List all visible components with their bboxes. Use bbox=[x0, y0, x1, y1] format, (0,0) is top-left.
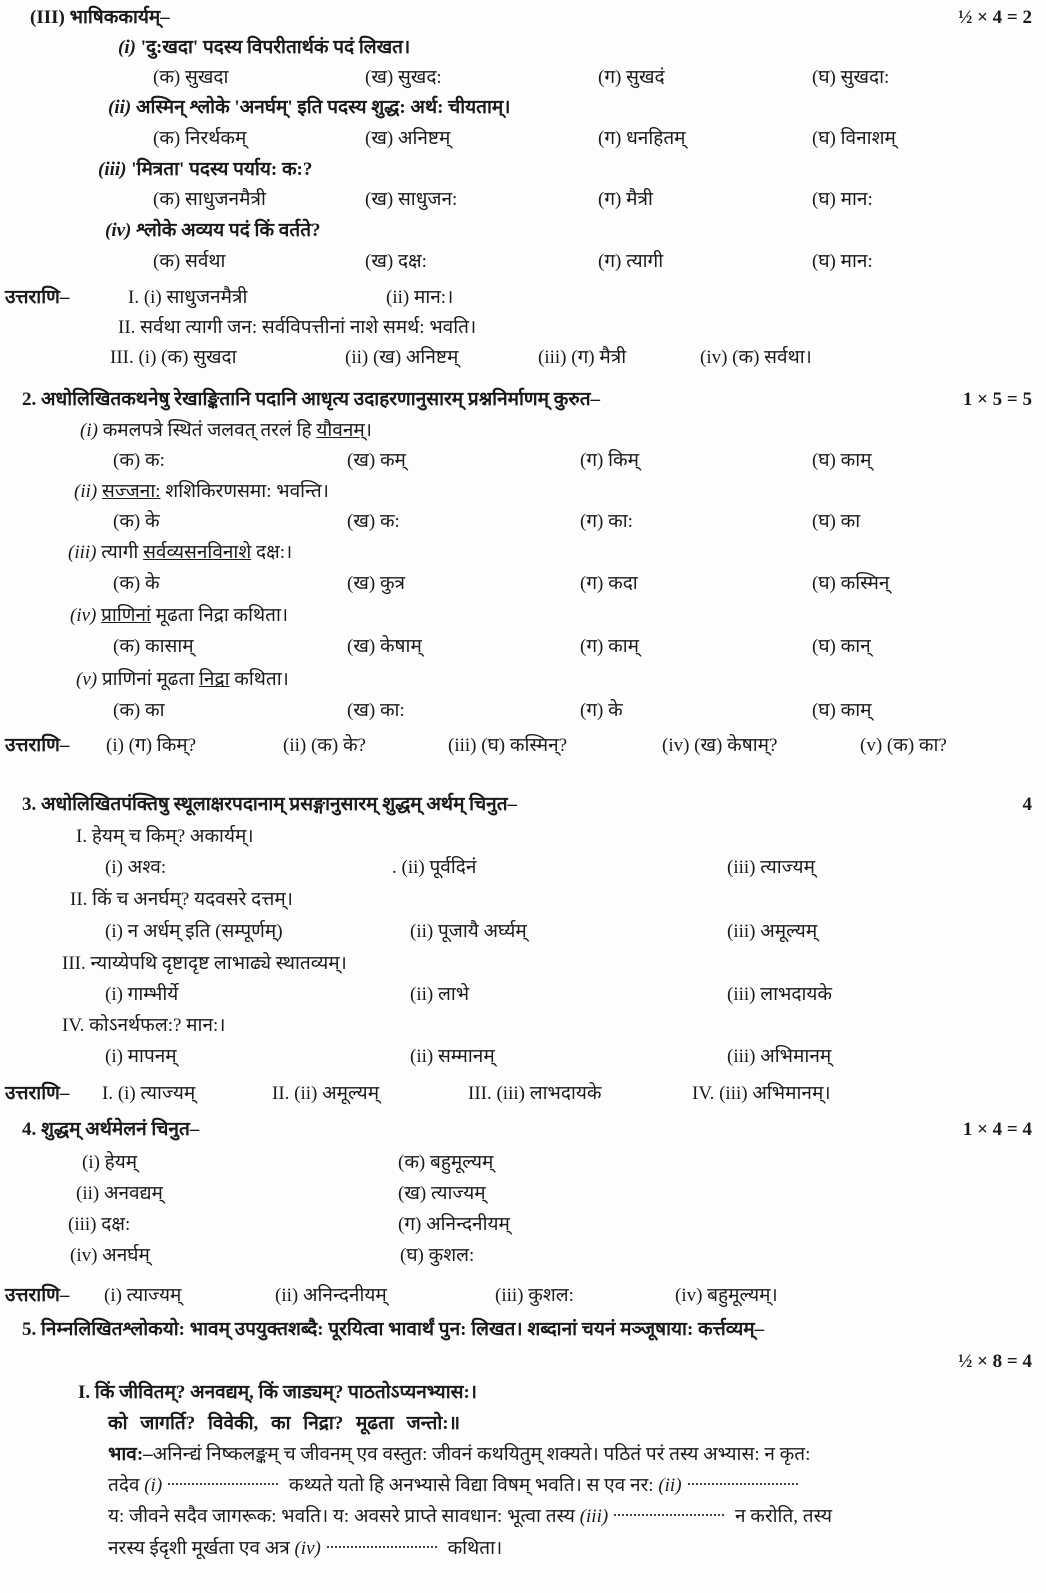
match-right: (ख) त्याज्यम् bbox=[398, 1183, 486, 1204]
bhav-label: भाव:– bbox=[108, 1444, 153, 1465]
option: (ग) कदा bbox=[580, 573, 638, 594]
answer: IV. (iii) अभिमानम्। bbox=[692, 1083, 831, 1104]
option: (क) कासाम् bbox=[113, 636, 194, 657]
question-text: अस्मिन् श्लोके 'अनर्घम्' इति पदस्य शुद्ध: अर्थ: चीयताम्। bbox=[135, 97, 511, 118]
fill-blank[interactable] bbox=[168, 1483, 278, 1485]
match-left: (i) हेयम् bbox=[82, 1152, 138, 1173]
bhav-text: न करोति, तस्य bbox=[734, 1506, 833, 1527]
answer: (ii) (क) के? bbox=[283, 735, 366, 756]
marks: ½ × 4 = 2 bbox=[958, 7, 1032, 28]
question-text: 'मित्रता' पदस्य पर्याय: क:? bbox=[131, 159, 313, 180]
option: (क) क: bbox=[113, 450, 165, 471]
option: (ख) साधुजन: bbox=[365, 189, 458, 210]
answer: (ii) (ख) अनिष्टम् bbox=[345, 347, 459, 368]
question-title: 3. अधोलिखितपंक्तिषु स्थूलाक्षरपदानाम् प्रसङ्गानुसारम् शुद्धम् अर्थम् चिनुत– bbox=[22, 794, 518, 815]
blank-number: (iii) bbox=[579, 1506, 609, 1527]
answer: (i) त्याज्यम् bbox=[104, 1285, 182, 1306]
option: (क) सर्वथा bbox=[153, 251, 226, 272]
section-title: (III) भाषिककार्यम्– bbox=[30, 7, 170, 28]
question-number: III. bbox=[62, 953, 86, 974]
question-text: हेयम् च किम्? अकार्यम्। bbox=[91, 826, 254, 847]
question-title: 2. अधोलिखितकथनेषु रेखाङ्कितानि पदानि आधृत्य उदाहरणानुसारम् प्रश्ननिर्माणम् कुरुत– bbox=[22, 389, 601, 410]
question-text: । bbox=[364, 420, 372, 441]
question bbox=[68, 541, 292, 565]
verse-line: I. किं जीवितम्? अनवद्यम्, किं जाड्यम्? पाठतोऽप्यनभ्यास:। bbox=[78, 1382, 477, 1403]
option: (क) निरर्थकम् bbox=[153, 128, 247, 149]
option: (ग) मैत्री bbox=[598, 189, 653, 210]
bhav-text: य: जीवने सदैव जागरूक: भवति। य: अवसरे प्राप्ते सावधान: भूत्वा तस्य bbox=[108, 1506, 575, 1527]
option: (ख) दक्ष: bbox=[365, 251, 427, 272]
question-number: (iv) bbox=[70, 605, 97, 626]
bhav-text: अनिन्द्यं निष्कलङ्कम् च जीवनम् एव वस्तुत: जीवनं कथयितुम् शक्यते। पठितं परं तस्य अभ्यास: न कृत: bbox=[152, 1444, 811, 1465]
option: (ग) सुखदं bbox=[598, 67, 665, 88]
question-number: (v) bbox=[76, 669, 98, 690]
question-number: (iv) bbox=[105, 220, 132, 241]
question-text: श्लोके अव्यय पदं किं वर्तते? bbox=[136, 220, 321, 241]
question bbox=[62, 1014, 225, 1038]
option: (घ) मान: bbox=[812, 189, 873, 210]
answer: (iii) (ग) मैत्री bbox=[538, 347, 627, 368]
option: (क) का bbox=[113, 700, 165, 721]
question bbox=[118, 36, 410, 60]
question-number: II. bbox=[70, 889, 88, 910]
question-text: कोऽनर्थफल:? मान:। bbox=[89, 1015, 226, 1036]
answers-label: उत्तराणि– bbox=[5, 1285, 70, 1306]
answer: I. (i) त्याज्यम् bbox=[102, 1083, 196, 1104]
fill-blank[interactable] bbox=[614, 1514, 724, 1516]
option: (ख) अनिष्टम् bbox=[365, 128, 451, 149]
bhav-line bbox=[108, 1537, 502, 1561]
bhav-text: नरस्य ईदृशी मूर्खता एव अत्र bbox=[108, 1538, 290, 1559]
question-text: मूढता निद्रा कथिता। bbox=[150, 605, 289, 626]
question-number: (ii) bbox=[74, 481, 98, 502]
answer: (iv) (क) सर्वथा। bbox=[700, 347, 812, 368]
underlined-word: प्राणिनां bbox=[101, 605, 151, 626]
question-text: 'दु:खदा' पदस्य विपरीतार्थकं पदं लिखत। bbox=[140, 37, 411, 58]
question-number: (i) bbox=[118, 37, 136, 58]
question-number: (iii) bbox=[98, 159, 127, 180]
blank-number: (ii) bbox=[658, 1475, 682, 1496]
answer: (ii) अनिन्दनीयम् bbox=[275, 1285, 387, 1306]
option: (ग) काम् bbox=[580, 636, 639, 657]
answer: (iv) बहुमूल्यम्। bbox=[675, 1285, 778, 1306]
option: (ii) सम्मानम् bbox=[410, 1046, 495, 1067]
option: (घ) कस्मिन् bbox=[812, 573, 890, 594]
underlined-word: सज्जना: bbox=[101, 481, 161, 502]
bhav-line bbox=[108, 1443, 810, 1467]
option: (i) अश्व: bbox=[105, 857, 167, 878]
option: (घ) सुखदा: bbox=[812, 67, 890, 88]
option: (घ) मान: bbox=[812, 251, 873, 272]
answer: (iv) (ख) केषाम्? bbox=[662, 735, 778, 756]
verse-line: को जागर्ति? विवेकी, का निद्रा? मूढता जन्तो:॥ bbox=[108, 1413, 461, 1434]
option: (ii) लाभे bbox=[410, 984, 470, 1005]
question-number: (ii) bbox=[108, 97, 132, 118]
question bbox=[74, 480, 329, 504]
question-number: IV. bbox=[62, 1015, 85, 1036]
underlined-word: निद्रा bbox=[199, 669, 230, 690]
question-text: कमलपत्रे स्थितं जलवत् तरलं हि bbox=[102, 420, 317, 441]
question-text: दक्ष:। bbox=[251, 542, 293, 563]
question-text: त्यागी bbox=[101, 542, 144, 563]
question bbox=[70, 888, 293, 912]
option: (iii) अभिमानम् bbox=[727, 1046, 832, 1067]
option: (ख) कुत्र bbox=[347, 573, 406, 594]
question bbox=[80, 419, 372, 443]
option: (i) गाम्भीर्ये bbox=[105, 984, 179, 1005]
option: (ख) का: bbox=[347, 700, 405, 721]
option: (ख) सुखद: bbox=[365, 67, 442, 88]
answer: (iii) कुशल: bbox=[495, 1285, 574, 1306]
question-number: I. bbox=[76, 826, 88, 847]
option: (क) के bbox=[113, 573, 160, 594]
question-text: प्राणिनां मूढता bbox=[101, 669, 200, 690]
match-right: (ग) अनिन्दनीयम् bbox=[398, 1214, 510, 1235]
fill-blank[interactable] bbox=[688, 1483, 798, 1485]
question bbox=[62, 952, 347, 976]
question bbox=[108, 96, 511, 120]
option: (ii) पूजायै अर्घ्यम् bbox=[410, 921, 527, 942]
marks: ½ × 8 = 4 bbox=[958, 1351, 1032, 1372]
marks: 4 bbox=[1022, 794, 1032, 815]
underlined-word: यौवनम् bbox=[316, 420, 365, 441]
answer: (v) (क) का? bbox=[860, 735, 947, 756]
option: (घ) का bbox=[812, 511, 861, 532]
match-left: (iii) दक्ष: bbox=[68, 1214, 131, 1235]
question-title: 5. निम्नलिखितश्लोकयो: भावम् उपयुक्तशब्दै: पूरयित्वा भावार्थं पुन: लिखत। शब्दानां चयनं मञ्जूषाया: कर्त्तव्यम्– bbox=[22, 1319, 765, 1340]
question bbox=[70, 604, 288, 628]
marks: 1 × 5 = 5 bbox=[962, 389, 1032, 410]
question bbox=[105, 219, 321, 243]
option: (ख) केषाम् bbox=[347, 636, 422, 657]
answers-label: उत्तराणि– bbox=[5, 1083, 70, 1104]
question bbox=[76, 668, 289, 692]
option: (i) न अर्धम् इति (सम्पूर्णम्) bbox=[105, 921, 283, 942]
question-text: शशिकिरणसमा: भवन्ति। bbox=[160, 481, 329, 502]
match-right: (घ) कुशल: bbox=[400, 1245, 475, 1266]
option: (ख) क: bbox=[347, 511, 400, 532]
answer: II. (ii) अमूल्यम् bbox=[272, 1083, 380, 1104]
option: (i) मापनम् bbox=[105, 1046, 177, 1067]
match-left: (iv) अनर्घम् bbox=[70, 1245, 150, 1266]
answer: I. (i) साधुजनमैत्री bbox=[128, 287, 248, 308]
question-text: कथिता। bbox=[229, 669, 289, 690]
option: (घ) काम् bbox=[812, 450, 872, 471]
underlined-word: सर्वव्यसनविनाशे bbox=[143, 542, 252, 563]
option: (iii) त्याज्यम् bbox=[727, 857, 815, 878]
blank-number: (i) bbox=[144, 1475, 163, 1496]
option: (iii) लाभदायके bbox=[727, 984, 833, 1005]
option: (ग) धनहितम् bbox=[598, 128, 686, 149]
option: (क) सुखदा bbox=[153, 67, 229, 88]
answer: (iii) (घ) कस्मिन्? bbox=[448, 735, 568, 756]
blank-number: (iv) bbox=[294, 1538, 321, 1559]
bhav-text: कथ्यते यतो हि अनभ्यासे विद्या विषम् भवति। स एव नर: bbox=[288, 1475, 654, 1496]
option: (घ) विनाशम् bbox=[812, 128, 896, 149]
answers-label: उत्तराणि– bbox=[5, 735, 70, 756]
question-text: न्याय्येपथि दृष्टादृष्ट लाभाढ्ये स्थातव्यम्। bbox=[90, 953, 347, 974]
question bbox=[76, 825, 254, 849]
answers-label: उत्तराणि– bbox=[5, 287, 70, 308]
answer: (ii) मान:। bbox=[386, 287, 454, 308]
answer: III. (iii) लाभदायके bbox=[468, 1083, 602, 1104]
option: (ख) कम् bbox=[347, 450, 406, 471]
answer: III. (i) (क) सुखदा bbox=[110, 347, 237, 368]
answer: II. सर्वथा त्यागी जन: सर्वविपत्तीनां नाशे समर्थ: भवति। bbox=[118, 317, 477, 338]
question-title: 4. शुद्धम् अर्थमेलनं चिनुत– bbox=[22, 1119, 200, 1140]
marks: 1 × 4 = 4 bbox=[962, 1119, 1032, 1140]
fill-blank[interactable] bbox=[327, 1546, 437, 1548]
option: . (ii) पूर्वदिनं bbox=[392, 857, 477, 878]
option: (ग) का: bbox=[580, 511, 633, 532]
answer: (i) (ग) किम्? bbox=[106, 735, 197, 756]
bhav-text: तदेव bbox=[108, 1475, 140, 1496]
option: (ग) के bbox=[580, 700, 623, 721]
option: (घ) कान् bbox=[812, 636, 871, 657]
option: (iii) अमूल्यम् bbox=[727, 921, 818, 942]
option: (घ) काम् bbox=[812, 700, 872, 721]
question bbox=[98, 158, 312, 182]
question-number: (i) bbox=[80, 420, 98, 441]
bhav-line bbox=[108, 1474, 804, 1498]
match-left: (ii) अनवद्यम् bbox=[76, 1183, 163, 1204]
bhav-line bbox=[108, 1505, 832, 1529]
option: (ग) त्यागी bbox=[598, 251, 664, 272]
option: (क) साधुजनमैत्री bbox=[153, 189, 266, 210]
match-right: (क) बहुमूल्यम् bbox=[398, 1152, 494, 1173]
option: (क) के bbox=[113, 511, 160, 532]
option: (ग) किम् bbox=[580, 450, 639, 471]
question-number: (iii) bbox=[68, 542, 97, 563]
bhav-text: कथिता। bbox=[447, 1538, 503, 1559]
question-text: किं च अनर्घम्? यदवसरे दत्तम्। bbox=[92, 889, 293, 910]
